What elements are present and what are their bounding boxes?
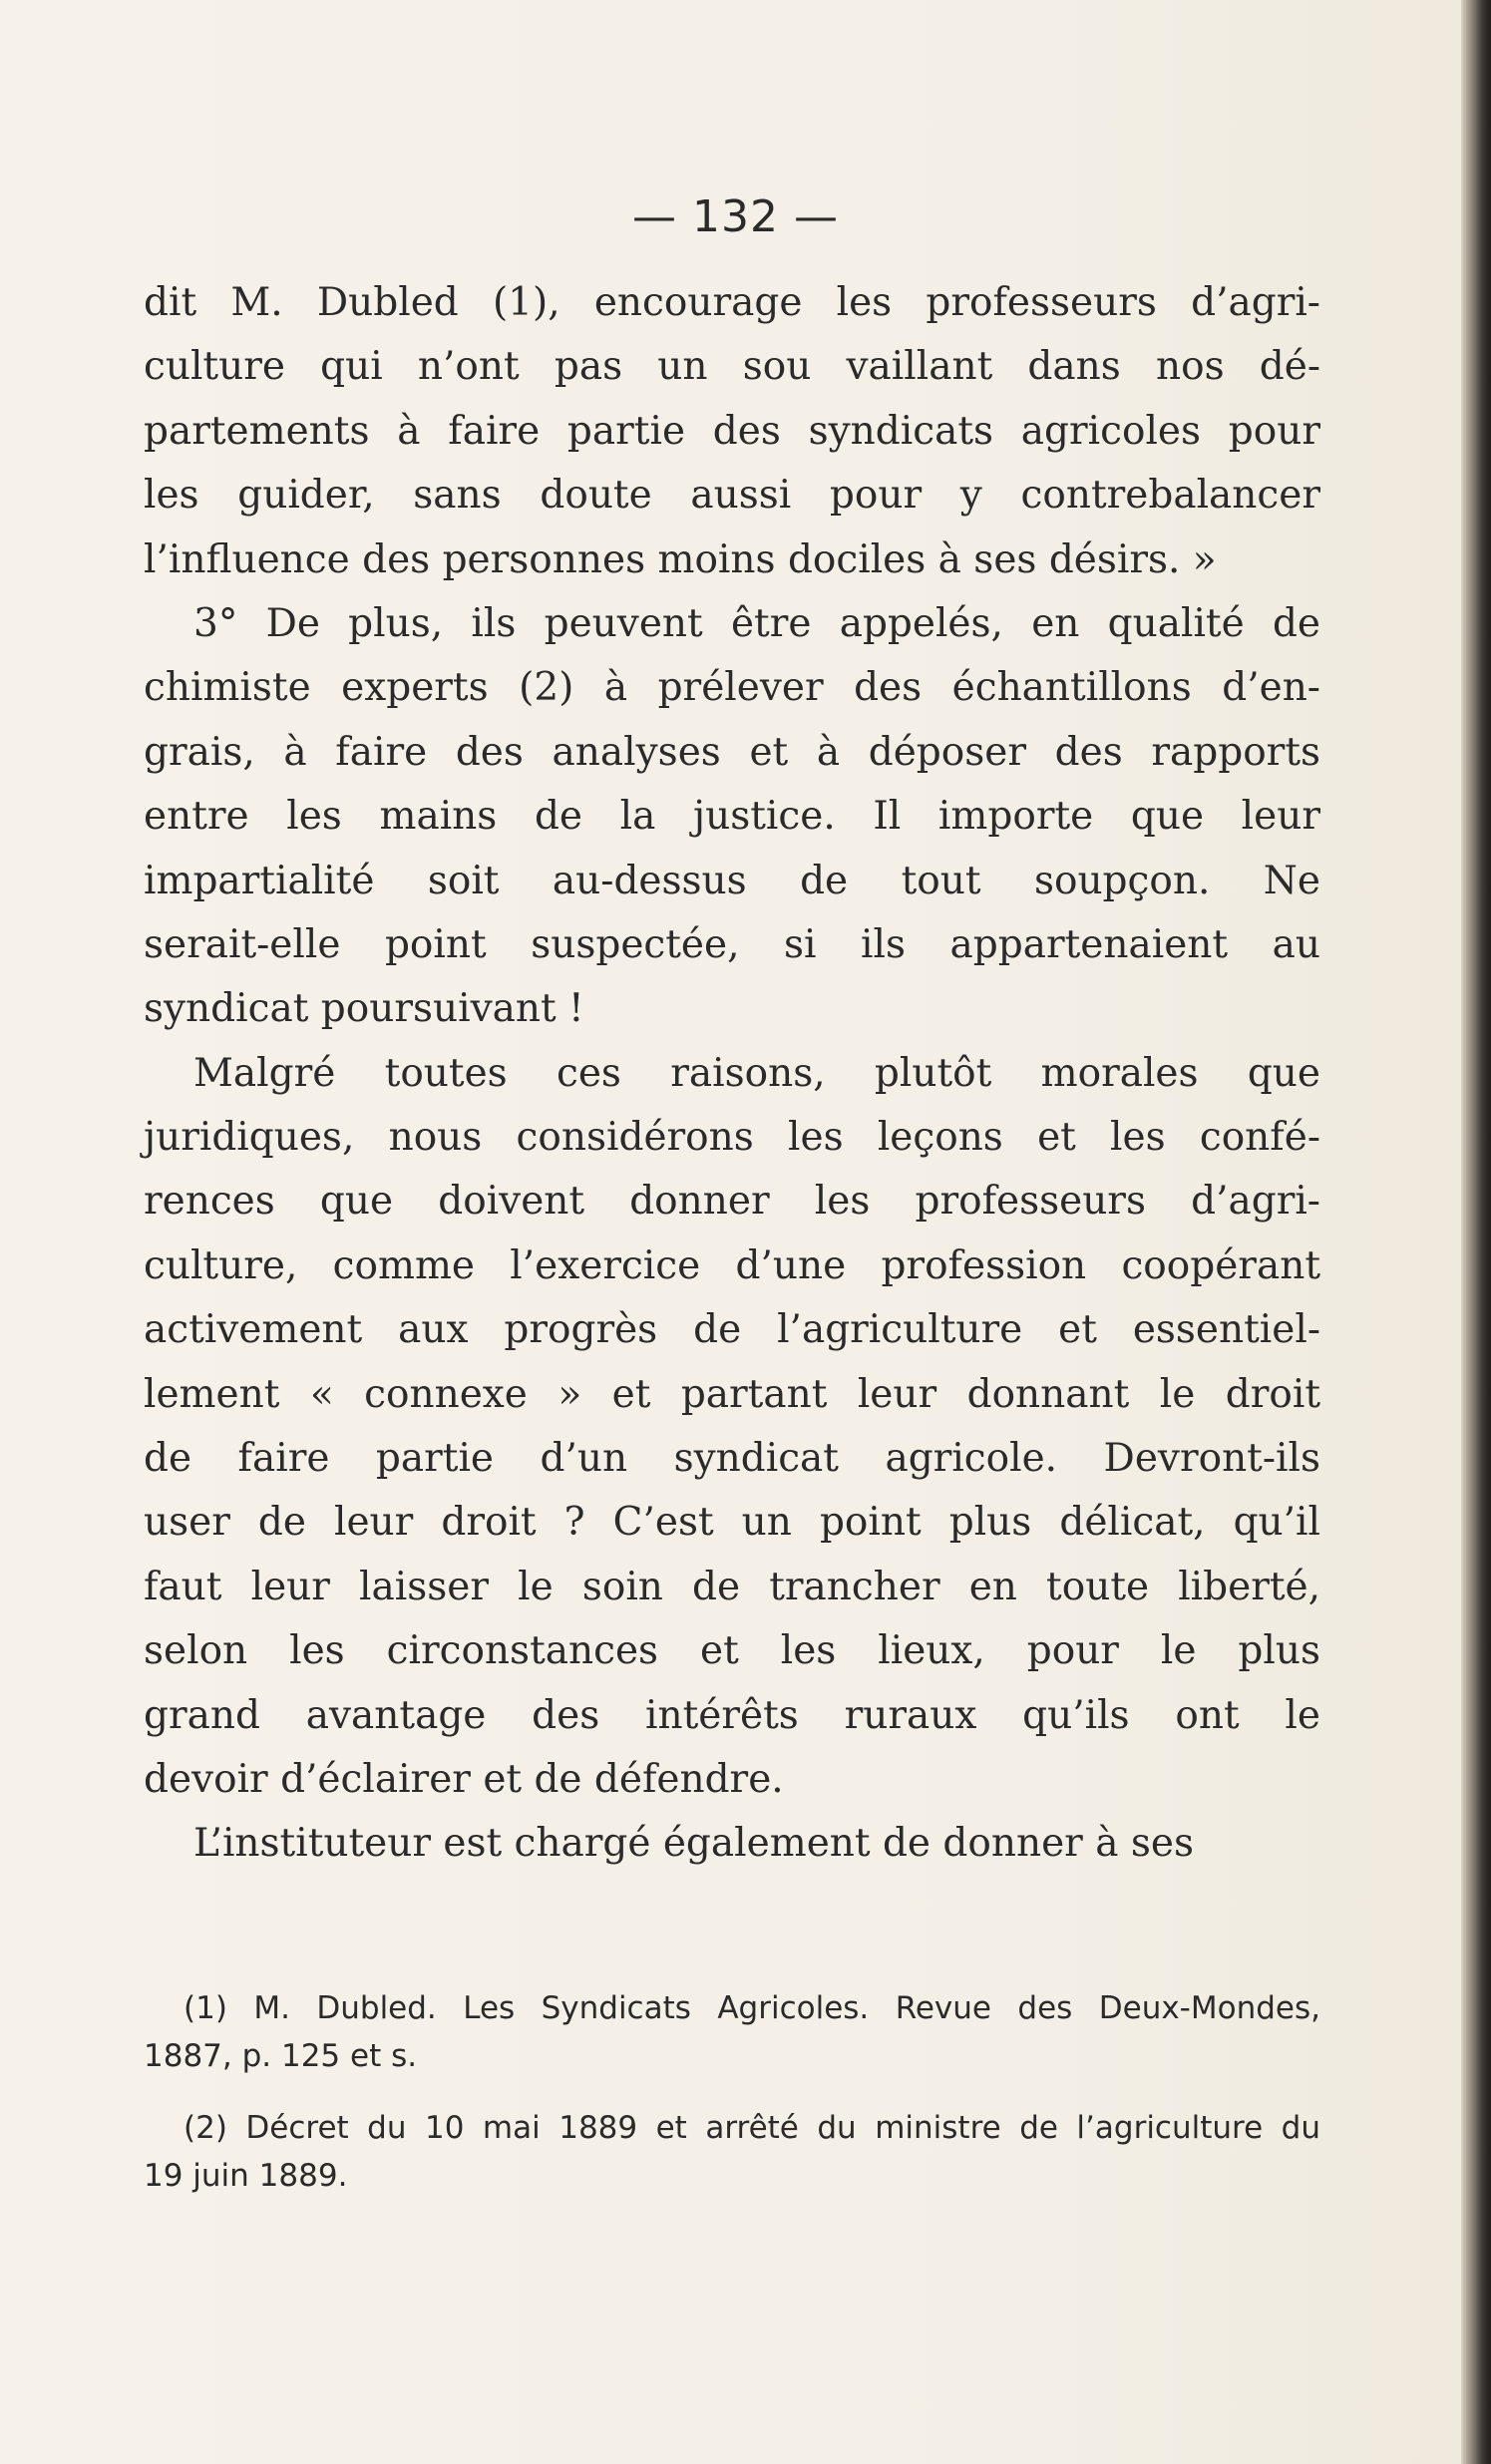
text-line: juridiques, nous considérons les leçons et les confé- [144, 1115, 1320, 1161]
footnote-1 [144, 1984, 1320, 2080]
text-line: grais, à faire des analyses et à déposer des rapports [144, 729, 1320, 775]
text-line: grand avantage des intérêts ruraux qu’ils ont le [144, 1692, 1320, 1738]
text-line: faut leur laisser le soin de trancher en toute liberté, [144, 1564, 1320, 1609]
footnote-line: 19 juin 1889. [144, 2158, 348, 2194]
text-line: user de leur droit ? C’est un point plus délicat, qu’il [144, 1500, 1320, 1546]
text-line: chimiste experts (2) à prélever des échantillons d’en- [144, 665, 1320, 711]
footnote-line: (1) M. Dubled. Les Syndicats Agricoles. Revue des Deux-Mondes, [184, 1990, 1320, 2026]
text-line: impartialité soit au-dessus de tout soupçon. Ne [144, 858, 1320, 903]
text-line: selon les circonstances et les lieux, pour le plus [144, 1628, 1320, 1674]
footnote-2 [144, 2104, 1320, 2200]
text-line: Malgré toutes ces raisons, plutôt morales que [193, 1050, 1320, 1096]
page-number: — 132 — [632, 191, 839, 242]
body-text [144, 271, 1320, 1877]
footnote-line: (2) Décret du 10 mai 1889 et arrêté du ministre de l’agriculture du [184, 2110, 1320, 2146]
binding-edge [1461, 0, 1491, 2464]
text-line: 3° De plus, ils peuvent être appelés, en qualité de [193, 600, 1320, 646]
footnotes [144, 1984, 1320, 2200]
text-line: culture, comme l’exercice d’une profession coopérant [144, 1242, 1320, 1288]
text-line: activement aux progrès de l’agriculture et essentiel- [144, 1307, 1320, 1353]
text-line: serait-elle point suspectée, si ils appartenaient au [144, 921, 1320, 967]
text-line: partements à faire partie des syndicats agricoles pour [144, 408, 1320, 454]
text-line: L’instituteur est chargé également de donner à ses [193, 1821, 1194, 1867]
text-line: lement « connexe » et partant leur donnant le droit [144, 1371, 1320, 1417]
footnote-gap [144, 2080, 1320, 2104]
text-line: culture qui n’ont pas un sou vaillant dans nos dé- [144, 344, 1320, 390]
text-line: l’influence des personnes moins dociles à ses désirs. » [144, 536, 1217, 582]
text-line: devoir d’éclairer et de défendre. [144, 1756, 784, 1802]
text-line: rences que doivent donner les professeurs d’agri- [144, 1179, 1320, 1225]
text-line: les guider, sans doute aussi pour y contrebalancer [144, 473, 1320, 519]
text-line: entre les mains de la justice. Il importe que leur [144, 794, 1320, 840]
text-line: syndicat poursuivant ! [144, 986, 584, 1032]
text-line: dit M. Dubled (1), encourage les professeurs d’agri- [144, 280, 1320, 325]
text-line: de faire partie d’un syndicat agricole. Devront-ils [144, 1436, 1320, 1482]
footnote-line: 1887, p. 125 et s. [144, 2038, 418, 2074]
